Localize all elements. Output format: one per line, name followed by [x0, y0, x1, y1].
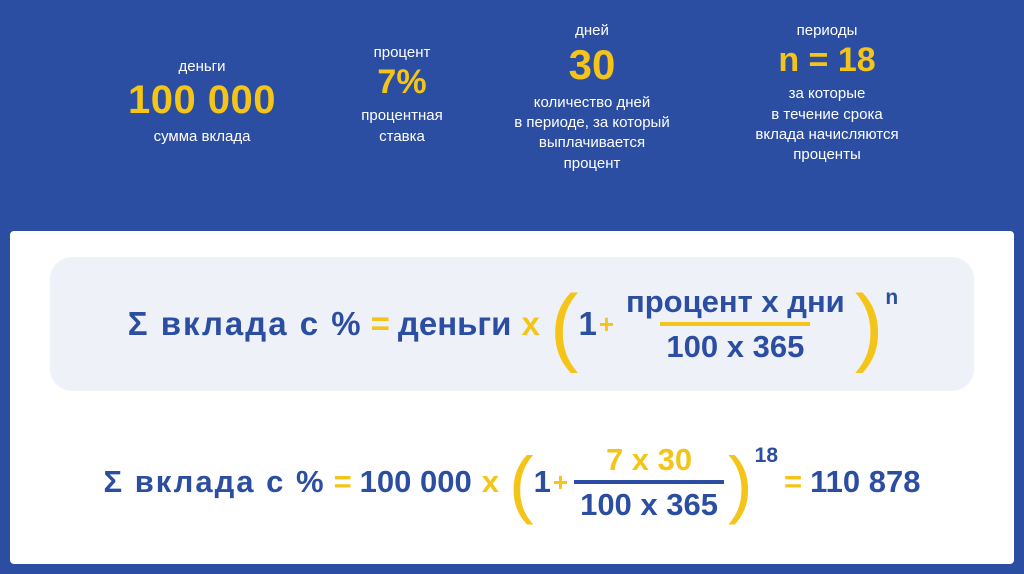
- legend-caption-periods: периоды: [796, 22, 858, 39]
- legend-description-periods: за которые в течение срока вклада начисляются проценты: [755, 85, 899, 164]
- legend-caption-percent: процент: [373, 44, 431, 61]
- numeric-times: x: [481, 464, 499, 499]
- legend-item-percent: [327, 44, 477, 147]
- numeric-exponent: 18: [754, 444, 779, 467]
- legend-caption-days: дней: [575, 22, 609, 39]
- numeric-fraction: [574, 442, 724, 523]
- symbolic-fraction: [620, 284, 851, 365]
- symbolic-plus: +: [598, 308, 614, 339]
- legend-value-money: 100 000: [127, 77, 277, 122]
- legend-item-days: [477, 22, 707, 174]
- legend-description-money: сумма вклада: [153, 127, 251, 145]
- symbolic-equals: =: [370, 305, 390, 342]
- symbolic-denominator: 100 x 365: [660, 322, 810, 365]
- numeric-equals-2: =: [784, 464, 803, 499]
- numeric-equals: =: [333, 464, 352, 499]
- symbolic-lhs: Σ вклада с %: [127, 305, 363, 342]
- legend-item-periods: [707, 22, 947, 165]
- numeric-numerator: 7 x 30: [605, 441, 693, 477]
- symbolic-base: деньги: [397, 305, 512, 342]
- numeric-one: 1: [533, 464, 551, 499]
- legend-value-periods: n = 18: [778, 40, 876, 79]
- numeric-formula-row: [10, 417, 1014, 547]
- symbolic-times: x: [521, 305, 540, 342]
- numeric-denominator: 100 x 365: [574, 480, 724, 523]
- legend-caption-money: деньги: [178, 58, 226, 75]
- symbolic-numerator: процент x дни: [626, 283, 845, 319]
- numeric-lhs: Σ вклада с %: [103, 464, 326, 499]
- symbolic-formula-panel: [50, 257, 974, 391]
- symbolic-one: 1: [578, 305, 597, 342]
- legend-value-days: 30: [568, 40, 616, 88]
- legend-description-days: количество дней в периоде, за который выплачивается процент: [514, 93, 670, 172]
- numeric-plus: +: [552, 466, 569, 497]
- numeric-base: 100 000: [359, 464, 472, 499]
- numeric-formula: Σ вклада с % = 100 000 x ( 1 + $\frac{7 x 30}{100 x 365}$ ) 18 = 110 878: [103, 441, 921, 525]
- symbolic-exponent: n: [885, 286, 899, 309]
- legend-value-percent: 7%: [377, 62, 427, 101]
- numeric-result: 110 878: [810, 464, 921, 499]
- legend-strip: [0, 0, 1024, 228]
- legend-description-percent: процентная ставка: [361, 107, 443, 145]
- legend-item-money: [77, 58, 327, 147]
- symbolic-formula: Σ вклада с % = деньги x ( 1 + $\frac{\text{процент x дни}}{100 x 365}$ ) n: [127, 278, 899, 374]
- formula-card: [10, 231, 1014, 564]
